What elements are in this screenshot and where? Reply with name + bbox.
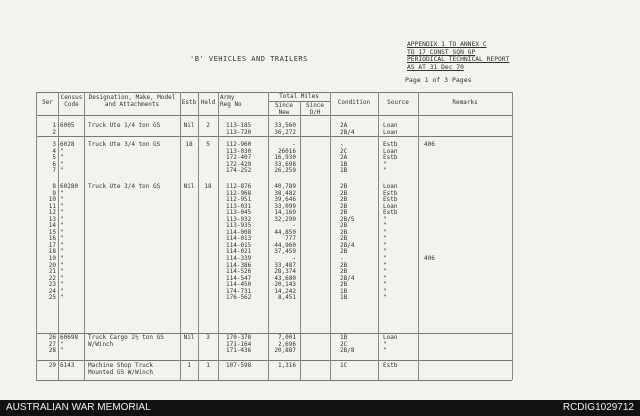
col-estb-group-2: 18 xyxy=(185,141,193,148)
col-census-group-3: 60280 " " " " " " " " " " " " " " " " " xyxy=(60,183,79,302)
col-cond-group-5: 1C xyxy=(340,362,348,369)
page-count: Page 1 of 3 Pages xyxy=(405,76,472,84)
col-census-group-4: 60698 " " xyxy=(60,334,79,355)
appendix-reference xyxy=(407,41,509,71)
col-cond-group-4: 1B 2C 2B/8 xyxy=(340,334,355,355)
col-held-group-2: 5 xyxy=(206,141,210,148)
col-ser-group-3: 8 9 10 11 12 13 14 15 16 17 18 19 20 21 22 23 24 25 xyxy=(48,183,56,302)
col-miles-group-5: 1,316 xyxy=(277,362,296,369)
col-census-group-5: 6143 xyxy=(60,362,75,369)
header-total-miles: Total Miles xyxy=(279,93,319,100)
col-ser-group-2: 3 4 5 6 7 xyxy=(52,141,56,175)
col-source-group-3: Loan Estb Estb Loan Estb " " " " " " " " " " " " " xyxy=(383,183,398,302)
appendix-line: APPENDIX 1 TO ANNEX C xyxy=(407,41,487,48)
col-source-group-4: Loan " " xyxy=(383,334,398,355)
col-reg-group-3: 112-876 112-968 112-951 113-031 113-045 113-932 113-935 114-008 114-013 114-015 114-021 114-339 114-386 114-526 114-547 114-450 174-731 176-562 xyxy=(226,183,252,302)
col-miles-group-2: - 26016 16,930 33,698 26,259 xyxy=(274,141,296,175)
header-designation: Designation, Make, Model and Attachments xyxy=(88,94,176,108)
appendix-line: PERIODICAL TECHNICAL REPORT xyxy=(407,56,510,64)
header-estb: Estb xyxy=(181,99,197,106)
col-miles-group-3: 40,789 38,482 39,646 33,099 14,169 32,290 - 44,850 777 44,960 37,459 - 33,487 28,374 43,680 20,143 14,242 8,451 xyxy=(274,183,296,302)
col-reg-group-2: 112-960 113-030 172-407 172-429 174-252 xyxy=(226,141,252,175)
col-designation-group-3: Truck Ute 3/4 ton GS xyxy=(88,183,161,190)
header-held: Held xyxy=(200,99,216,106)
col-source-group-1: Loan Loan xyxy=(383,122,398,136)
col-designation-group-5: Machine Shop Truck Mounted GS W/Winch xyxy=(88,362,154,376)
col-source-group-5: Estb xyxy=(383,362,398,369)
col-source-group-2: Estb Loan Estb " " xyxy=(383,141,398,175)
col-estb-group-3: Nil xyxy=(183,183,195,190)
col-census-group-1: 6005 xyxy=(60,122,75,129)
header-since-new: Since New xyxy=(274,102,294,116)
col-reg-group-5: 107-598 xyxy=(226,362,252,369)
appendix-line: AS AT 31 Dec 70 xyxy=(407,63,464,71)
col-remarks-group-2: 406 xyxy=(424,141,435,148)
col-ser-group-1: 1 2 xyxy=(52,122,56,136)
header-since-oh: Since O/H xyxy=(305,102,325,116)
col-held-group-5: 1 xyxy=(206,362,210,369)
col-miles-group-1: 33,560 36,272 xyxy=(274,122,296,136)
header-census-code: Census Code xyxy=(60,94,83,108)
col-miles-group-4: 7,001 2,696 20,887 xyxy=(274,334,296,355)
header-remarks: Remarks xyxy=(452,99,478,106)
col-reg-group-4: 170-378 171-164 171-436 xyxy=(226,334,252,355)
col-designation-group-4: Truck Cargo 2½ ton GS W/Winch xyxy=(88,334,164,348)
header-condition: Condition xyxy=(337,99,371,106)
col-estb-group-1: Nil xyxy=(183,122,195,129)
header-ser: Ser xyxy=(42,99,53,106)
footer-id: RCDIG1029712 xyxy=(562,402,634,413)
col-remarks-group-3: 406 xyxy=(424,255,435,263)
col-designation-group-1: Truck Ute 1/4 ton GS xyxy=(88,122,161,129)
footer-source: AUSTRALIAN WAR MEMORIAL xyxy=(6,402,151,413)
col-cond-group-2: - 2C 2A 1B 1B xyxy=(340,141,348,175)
col-cond-group-1: 2A 2B/4 xyxy=(340,122,355,136)
col-held-group-4: 3 xyxy=(206,334,210,341)
col-designation-group-2: Truck Ute 3/4 ton GS xyxy=(88,141,161,148)
document-title: 'B' VEHICLES AND TRAILERS xyxy=(190,55,308,63)
header-source: Source xyxy=(387,99,409,106)
col-estb-group-5: 1 xyxy=(187,362,191,369)
col-estb-group-4: Nil xyxy=(183,334,195,341)
col-cond-group-3: 2B 2B 2B 2B 2B 2B/5 2B 2B 2B 2B/4 2B - 2B 2B 2B/4 2B 1B 1B xyxy=(340,183,355,302)
col-held-group-3: 18 xyxy=(204,183,212,190)
archive-footer xyxy=(0,400,640,416)
header-army-reg: Army Reg No xyxy=(220,94,242,108)
col-census-group-2: 6028 " " " " xyxy=(60,141,75,175)
col-ser-group-4: 26 27 28 xyxy=(48,334,56,355)
appendix-line: TO 17 CONST SQN GP xyxy=(407,48,476,56)
col-held-group-1: 2 xyxy=(206,122,210,129)
col-reg-group-1: 113-185 113-720 xyxy=(226,122,252,136)
col-ser-group-5: 29 xyxy=(48,362,56,369)
